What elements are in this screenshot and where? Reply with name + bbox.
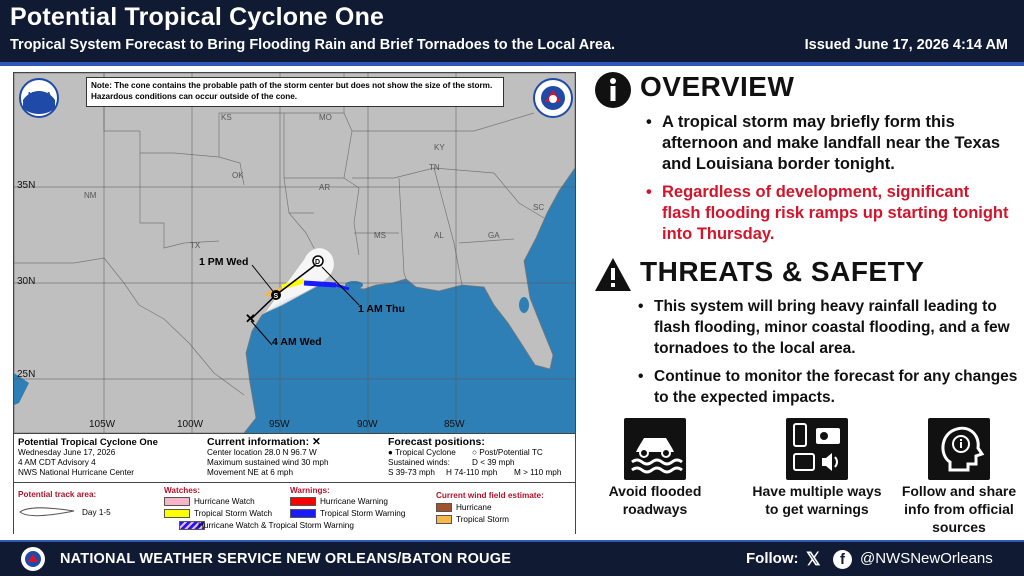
lat-label: 30N [17,276,36,287]
state-label: OK [232,171,244,180]
map-graphic [14,73,575,433]
state-label: SC [533,203,545,212]
forecast-point-label: 4 AM Wed [272,336,322,348]
legend-date: Wednesday June 17, 2026 [18,448,116,457]
ts-warning-swatch [290,509,316,518]
flooded-road-tile [624,418,686,480]
state-label: AR [319,183,331,192]
legend-watches-title: Watches: [164,486,201,495]
issued-time: Issued June 17, 2026 4:14 AM [804,37,1008,53]
legend-tc: ● Tropical Cyclone [388,448,456,457]
post-text: Post/Potential TC [479,448,543,457]
legend-max-wind: Maximum sustained wind 30 mph [207,458,329,467]
legend-h: H 74-110 mph [446,468,498,477]
threats-bullet-2 [638,366,1018,408]
threats-title: THREATS & SAFETY [640,256,925,287]
legend-current-title: Current information: ✕ [207,436,321,448]
lon-label: 105W [89,419,116,430]
page-subtitle: Tropical System Forecast to Bring Flooding Rain and Brief Tornadoes to the Local Area. [10,37,616,53]
share-info-tile [928,418,990,480]
legend-hurricane-watch: Hurricane Watch [194,497,255,506]
tile-caption: Have multiple ways to get warnings [752,483,882,517]
lon-label: 85W [444,419,465,430]
overview-bullet-2-text: Regardless of development, significant flash flooding risk ramps up starting tonight into Thursday. [662,183,1009,243]
office-name: NATIONAL WEATHER SERVICE NEW ORLEANS/BATON ROUGE [60,551,512,567]
nws-logo [533,78,573,118]
devices-icon [786,418,848,480]
current-title-text: Current information: [207,436,310,448]
state-label: TN [429,163,440,172]
overview-bullet-2 [646,182,1012,245]
info-icon [594,71,632,109]
state-label: TX [190,241,201,250]
hurricane-warning-swatch [290,497,316,506]
legend-wind-ts: Tropical Storm [456,515,509,524]
threats-bullet-2-text: Continue to monitor the forecast for any changes to the expected impacts. [654,368,1018,406]
bullet-dot: • [646,183,652,201]
track-area-swatch [18,504,78,520]
state-label: AL [434,231,444,240]
legend-sustained: Sustained winds: [388,458,450,467]
wind-ts-swatch [436,515,452,524]
forecast-point-label: 1 AM Thu [358,303,405,315]
tc-text: Tropical Cyclone [395,448,456,457]
threats-bullet-1-text: This system will bring heavy rainfall leading to flash flooding, minor coastal flooding, and a few tornadoes to the local area. [654,298,1010,357]
legend-forecast-title: Forecast positions: [388,436,485,448]
legend-storm-name: Potential Tropical Cyclone One [18,437,158,448]
x-icon[interactable]: 𝕏 [806,549,821,569]
state-label: KS [221,113,232,122]
threats-bullet-1 [638,296,1018,359]
bullet-dot: • [638,298,644,315]
bullet-dot: • [646,113,652,131]
overview-bullet-1-text: A tropical storm may briefly form this afternoon and make landfall near the Texas and Louisiana border tonight. [662,113,1001,173]
lon-label: 95W [269,419,290,430]
tile-caption: Avoid flooded roadways [608,483,702,517]
header-bar [0,0,1024,62]
legend-day: Day 1-5 [82,508,111,517]
overview-bullet-1 [646,112,1012,175]
legend-advisory: 4 AM CDT Advisory 4 [18,458,96,467]
page-title: Potential Tropical Cyclone One [10,3,385,31]
legend-hurricane-warning: Hurricane Warning [320,497,388,506]
state-label: KY [434,143,445,152]
legend-hw-tsw: Hurricane Watch & Tropical Storm Warning [198,521,354,530]
forecast-point-label: 1 PM Wed [199,256,249,268]
warning-icon [594,256,632,294]
legend-movement: Movement NE at 6 mph [207,468,294,477]
tile-caption: Follow and share info from official sources [901,483,1017,535]
svg-text:✕: ✕ [245,311,256,326]
forecast-cone-map [13,72,576,534]
ts-watch-swatch [164,509,190,518]
bullet-dot: • [638,368,644,385]
info-panel [590,66,1024,540]
map-legend [14,433,575,534]
legend-ts-warning: Tropical Storm Warning [320,509,406,518]
car-flood-icon [624,418,686,480]
lat-label: 35N [17,180,36,191]
lon-label: 100W [177,419,204,430]
state-label: MO [319,113,332,122]
footer-bar [0,542,1024,576]
overview-title: OVERVIEW [640,71,795,102]
svg-text:NOAA: NOAA [28,91,52,100]
legend-m: M > 110 mph [514,468,562,477]
noaa-logo [19,78,59,118]
legend-warnings-title: Warnings: [290,486,330,495]
legend-track-title: Potential track area: [18,490,97,499]
state-label: MS [374,231,386,240]
legend-ts-watch: Tropical Storm Watch [194,509,273,518]
legend-wind-hurricane: Hurricane [456,503,492,512]
lat-label: 25N [17,369,36,380]
svg-text:D: D [315,259,321,266]
legend-location: Center location 28.0 N 96.7 W [207,448,317,457]
legend-post: ○ Post/Potential TC [472,448,543,457]
warnings-tile [786,418,848,480]
legend-center: NWS National Hurricane Center [18,468,135,477]
legend-s: S 39-73 mph [388,468,435,477]
state-label: GA [488,231,500,240]
head-info-icon [928,418,990,480]
wind-hurricane-swatch [436,503,452,512]
lon-label: 90W [357,419,378,430]
facebook-icon[interactable]: f [833,550,852,569]
social-handle[interactable]: @NWSNewOrleans [860,550,993,567]
follow-label: Follow: [746,550,799,567]
legend-divider [14,482,575,483]
hurricane-watch-swatch [164,497,190,506]
nws-logo [20,546,46,572]
legend-wind-title: Current wind field estimate: [436,491,544,500]
svg-text:S: S [273,293,279,300]
legend-d: D < 39 mph [472,458,515,467]
state-label: NM [84,191,97,200]
cone-note: Note: The cone contains the probable path of the storm center but does not show the size of the storm. Hazardous conditions can occur outside of the cone. [86,77,504,107]
